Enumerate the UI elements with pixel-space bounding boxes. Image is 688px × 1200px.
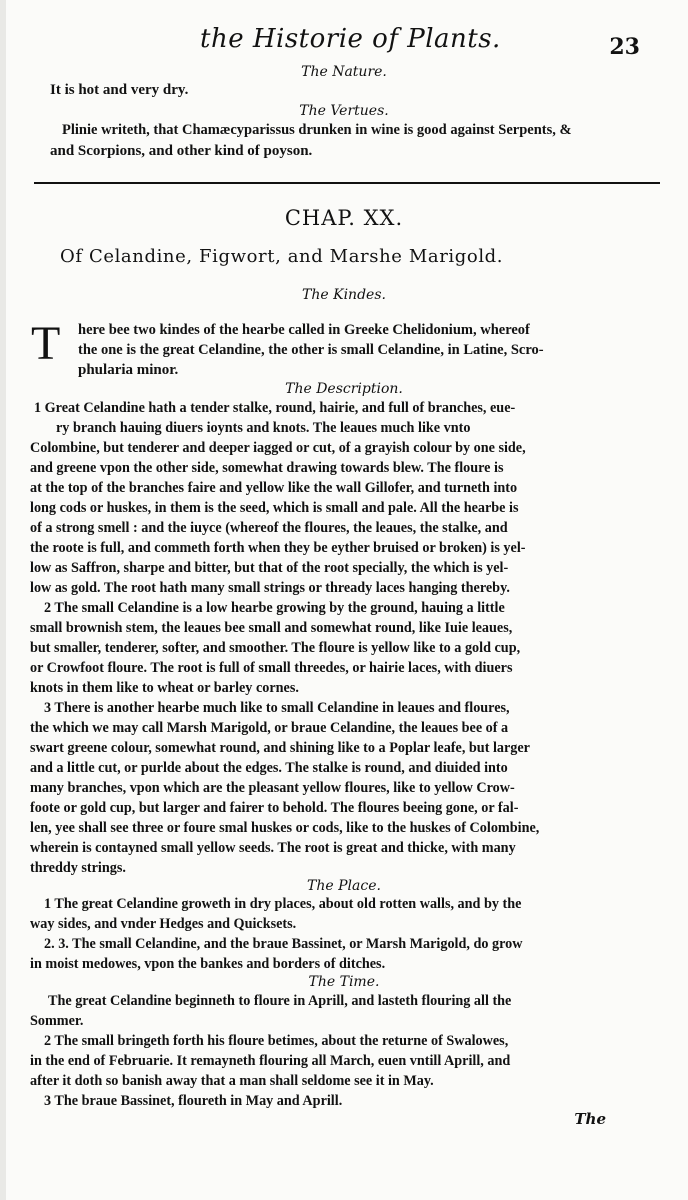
description-line: Colombine, but tenderer and deeper iagged or cut, of a grayish colour by one side, bbox=[30, 440, 526, 456]
description-line: low as gold. The root hath many small strings or thready laces hanging thereby. bbox=[30, 580, 510, 596]
description-line: of a strong smell : and the iuyce (whereof the floures, the leaues, the stalke, and bbox=[30, 520, 508, 536]
time-line: The great Celandine beginneth to floure in Aprill, and lasteth flouring all the bbox=[48, 993, 512, 1009]
page-edge-shadow bbox=[0, 0, 6, 1200]
description-line: and greene vpon the other side, somewhat drawing towards blew. The floure is bbox=[30, 460, 504, 476]
chapter-title: Of Celandine, Figwort, and Marshe Marigold. bbox=[60, 246, 504, 267]
kindes-line: phularia minor. bbox=[78, 362, 179, 378]
description-line: but smaller, tenderer, softer, and smoother. The floure is yellow like to a gold cup, bbox=[30, 640, 521, 656]
description-line: small brownish stem, the leaues bee small and somewhat round, like Iuie leaues, bbox=[30, 620, 513, 636]
description-line: swart greene colour, somewhat round, and shining like to a Poplar leafe, but larger bbox=[30, 740, 530, 756]
description-line: 2 The small Celandine is a low hearbe growing by the ground, hauing a little bbox=[44, 600, 505, 616]
description-line: 3 There is another hearbe much like to small Celandine in leaues and floures, bbox=[44, 700, 510, 716]
kindes-heading: The Kindes. bbox=[302, 287, 386, 303]
place-line: 1 The great Celandine groweth in dry places, about old rotten walls, and by the bbox=[44, 896, 522, 912]
description-line: len, yee shall see three or foure smal huskes or cods, like to the huskes of Colombine, bbox=[30, 820, 540, 836]
kindes-line: here bee two kindes of the hearbe called in Greeke Chelidonium, whereof bbox=[78, 322, 530, 338]
time-line: 2 The small bringeth forth his floure betimes, about the returne of Swalowes, bbox=[44, 1033, 509, 1049]
nature-text: It is hot and very dry. bbox=[50, 82, 189, 98]
description-heading: The Description. bbox=[285, 381, 403, 397]
description-line: the which we may call Marsh Marigold, or braue Celandine, the leaues bee of a bbox=[30, 720, 509, 736]
catchword: The bbox=[574, 1110, 606, 1128]
description-line: low as Saffron, sharpe and bitter, but that of the root specially, the which is yel- bbox=[30, 560, 509, 576]
description-line: knots in them like to wheat or barley cornes. bbox=[30, 680, 299, 696]
place-line: in moist medowes, vpon the bankes and borders of ditches. bbox=[30, 956, 386, 972]
time-line: in the end of Februarie. It remayneth flouring all March, euen vntill Aprill, and bbox=[30, 1053, 511, 1069]
description-line: threddy strings. bbox=[30, 860, 126, 876]
nature-heading: The Nature. bbox=[301, 64, 387, 80]
vertues-line: and Scorpions, and other kind of poyson. bbox=[50, 143, 313, 159]
place-heading: The Place. bbox=[307, 878, 381, 894]
description-line: at the top of the branches faire and yellow like the wall Gillofer, and turneth into bbox=[30, 480, 518, 496]
time-line: Sommer. bbox=[30, 1013, 84, 1029]
section-rule bbox=[34, 182, 660, 184]
description-line: foote or gold cup, but larger and fairer to behold. The floures beeing gone, or fal- bbox=[30, 800, 519, 816]
vertues-heading: The Vertues. bbox=[299, 103, 389, 119]
description-line: many branches, vpon which are the pleasant yellow floures, like to yellow Crow- bbox=[30, 780, 515, 796]
time-line: 3 The braue Bassinet, floureth in May and Aprill. bbox=[44, 1093, 343, 1109]
page-number: 23 bbox=[609, 34, 640, 60]
description-line: and a little cut, or purlde about the edges. The stalke is round, and diuided into bbox=[30, 760, 508, 776]
place-line: 2. 3. The small Celandine, and the braue Bassinet, or Marsh Marigold, do grow bbox=[44, 936, 523, 952]
description-line: long cods or huskes, in them is the seed, which is small and pale. All the hearbe is bbox=[30, 500, 519, 516]
description-line: 1 Great Celandine hath a tender stalke, round, hairie, and full of branches, eue- bbox=[34, 400, 516, 416]
description-line: the roote is full, and commeth forth when they be eyther bruised or broken) is yel- bbox=[30, 540, 526, 556]
place-line: way sides, and vnder Hedges and Quicksets. bbox=[30, 916, 297, 932]
vertues-line: Plinie writeth, that Chamæcyparissus drunken in wine is good against Serpents, & bbox=[62, 122, 572, 138]
kindes-line: the one is the great Celandine, the other is small Celandine, in Latine, Scro- bbox=[78, 342, 544, 358]
time-line: after it doth so banish away that a man shall seldome see it in May. bbox=[30, 1073, 434, 1089]
description-line: wherein is contayned small yellow seeds. The root is great and thicke, with many bbox=[30, 840, 516, 856]
chapter-number: CHAP. XX. bbox=[284, 206, 404, 230]
description-line: ry branch hauing diuers ioynts and knots. The leaues much like vnto bbox=[56, 420, 471, 436]
running-head: the Historie of Plants. bbox=[200, 24, 501, 54]
description-line: or Crowfoot floure. The root is full of small threedes, or hairie laces, with diuers bbox=[30, 660, 513, 676]
drop-cap: T bbox=[31, 317, 61, 370]
time-heading: The Time. bbox=[308, 974, 380, 990]
